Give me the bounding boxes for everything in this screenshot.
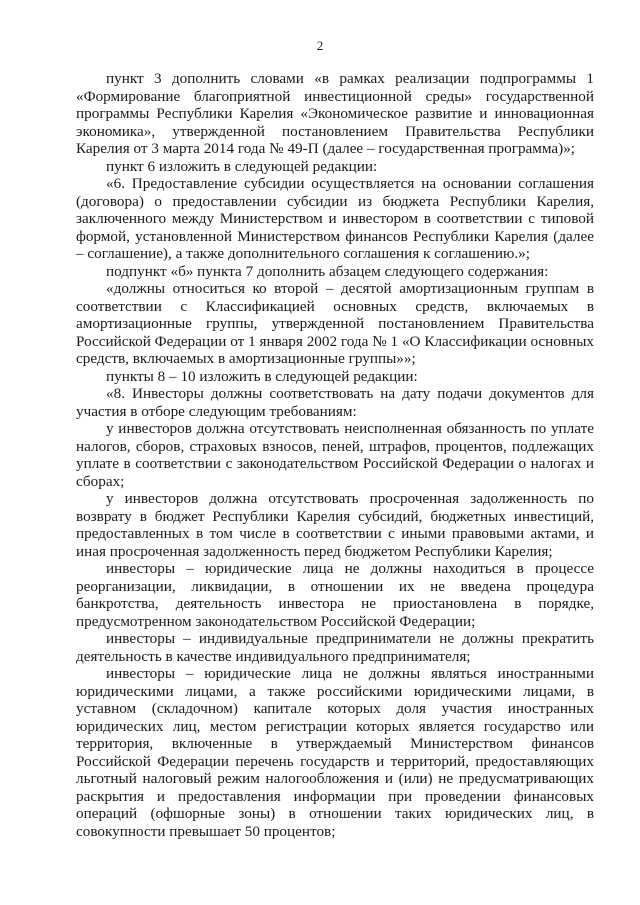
paragraph-point-8: «8. Инвесторы должны соответствовать на дату подачи документов для участия в отборе следующим требованиям: (76, 385, 594, 420)
paragraph-requirement-taxes: у инвесторов должна отсутствовать неисполненная обязанность по уплате налогов, сборов, страховых взносов, пеней, штрафов, процентов, подлежащих уплате в соответствии с законодательством Российской Федерации о налогах и сборах; (76, 420, 594, 490)
paragraph-point-6-text: «6. Предоставление субсидии осуществляется на основании соглашения (договора) о предоставлении субсидии из бюджета Республики Карелия, заключенного между Министерством и инвестором в соответствии с типовой формой, установленной Министерством финансов Республики Карелия (далее – соглашение), а также дополнительного соглашения к соглашению.»; (76, 175, 594, 262)
paragraph-subpoint-b-intro: подпункт «б» пункта 7 дополнить абзацем следующего содержания: (106, 262, 549, 280)
paragraph-subpoint-b-text: «должны относиться ко второй – десятой амортизационным группам в соответствии с Классификацией основных средств, включаемых в амортизационные группы, утвержденной постановлением Правительства Российской Федерации от 1 января 2002 года № 1 «О Классификации основных средств, включаемых в амортизационные группы»»; (76, 280, 594, 367)
paragraph-requirement-entrepreneurs: инвесторы – индивидуальные предприниматели не должны прекратить деятельность в качестве индивидуального предпринимателя; (76, 630, 594, 665)
paragraph-point-6-intro: пункт 6 изложить в следующей редакции: (106, 157, 378, 175)
paragraph-amend-point-3: пункт 3 дополнить словами «в рамках реализации подпрограммы 1 «Формирование благоприятной инвестиционной среды» государственной программы Республики Карелия «Экономическое развитие и инновационная экономика», утвержденной постановлением Правительства Республики Карелия от 3 марта 2014 года № 49-П (далее – государственная программа)»; (76, 70, 594, 157)
paragraph-requirement-offshore: инвесторы – юридические лица не должны являться иностранными юридическими лицами, а также российскими юридическими лицами, в уставном (складочном) капитале которых доля участия иностранных юридических лиц, местом регистрации которых является государство или территория, включенные в утверждаемый Министерством финансов Российской Федерации перечень государств и территорий, предоставляющих льготный налоговый режим налогообложения и (или) не предусматривающих раскрытия и предоставления информации при проведении финансовых операций (офшорные зоны) в отношении таких юридических лиц, в совокупности превышает 50 процентов; (76, 665, 594, 840)
document-body (76, 70, 594, 840)
paragraph-requirement-reorganization: инвесторы – юридические лица не должны находиться в процессе реорганизации, ликвидации, в отношении их не введена процедура банкротства, деятельность инвестора не приостановлена в порядке, предусмотренном законодательством Российской Федерации; (76, 560, 594, 630)
paragraph-requirement-debt: у инвесторов должна отсутствовать просроченная задолженность по возврату в бюджет Республики Карелия субсидий, бюджетных инвестиций, предоставленных в том числе в соответствии с иными правовыми актами, и иная просроченная задолженность перед бюджетом Республики Карелия; (76, 490, 594, 560)
paragraph-points-8-10-intro: пункты 8 – 10 изложить в следующей редакции: (106, 367, 418, 385)
page-number: 2 (316, 38, 324, 53)
